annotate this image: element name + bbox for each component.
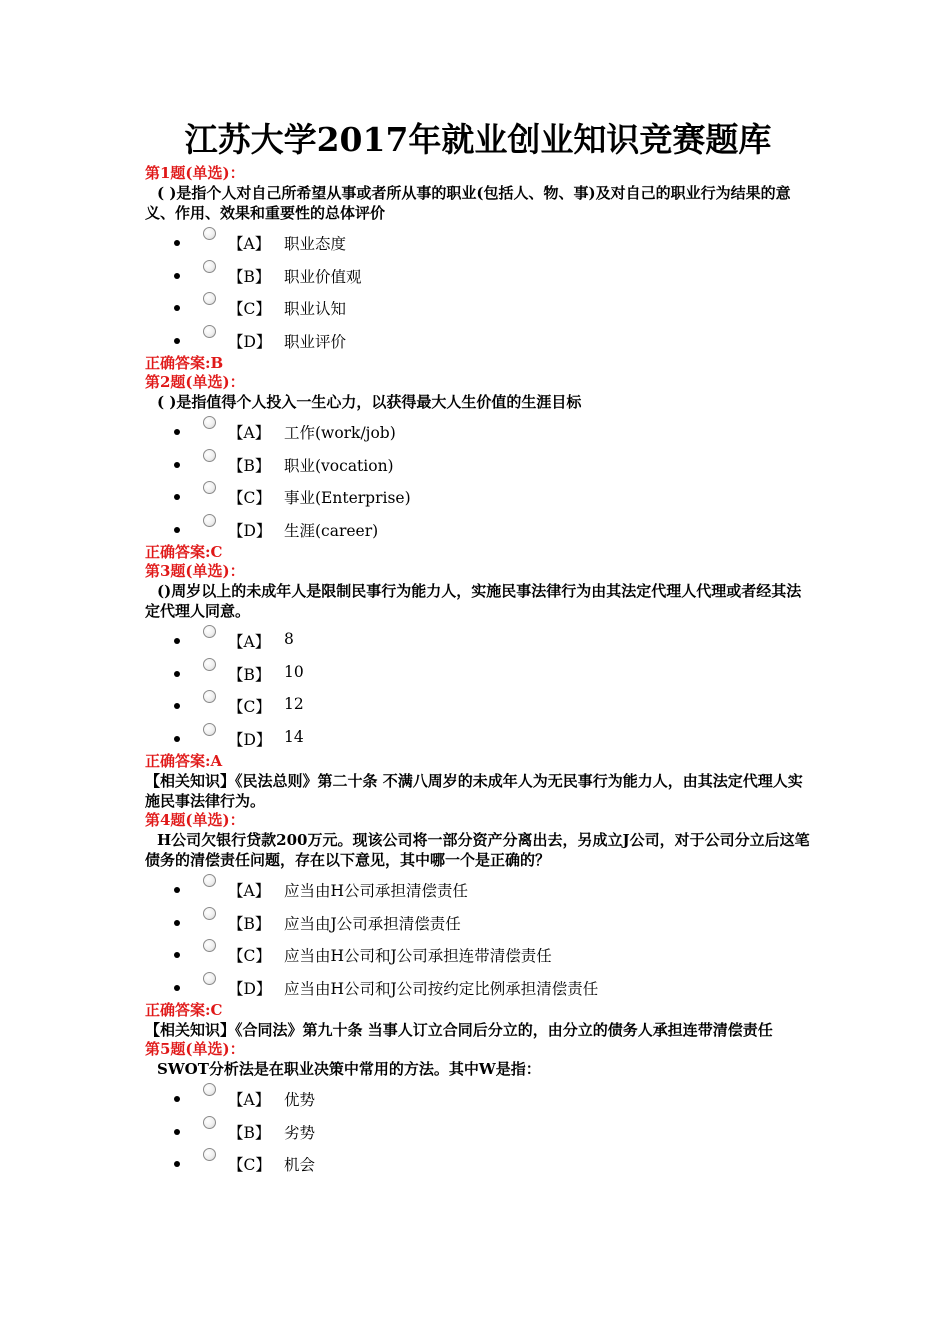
radio-button[interactable] bbox=[203, 1148, 216, 1161]
option-item bbox=[145, 1112, 811, 1145]
bullet-icon bbox=[174, 1129, 180, 1135]
bullet-icon bbox=[174, 338, 180, 344]
bullet-icon bbox=[174, 920, 180, 926]
option-item bbox=[145, 719, 811, 752]
radio-button[interactable] bbox=[203, 723, 216, 736]
option-text: 12 bbox=[284, 695, 304, 713]
option-label: 【A】 bbox=[228, 882, 271, 900]
radio-button[interactable] bbox=[203, 972, 216, 985]
bullet-icon bbox=[174, 527, 180, 533]
option-item bbox=[145, 1144, 811, 1177]
related-knowledge: 【相关知识】《合同法》第九十条 当事人订立合同后分立的，由分立的债务人承担连带清偿责任 bbox=[145, 1021, 773, 1039]
radio-button[interactable] bbox=[203, 874, 216, 887]
option-item bbox=[145, 686, 811, 719]
question-block bbox=[145, 562, 811, 811]
question-block bbox=[145, 1040, 811, 1177]
radio-button[interactable] bbox=[203, 658, 216, 671]
related-knowledge: 【相关知识】《民法总则》第二十条 不满八周岁的未成年人为无民事行为能力人，由其法定代理人实施民事法律行为。 bbox=[145, 772, 803, 810]
correct-answer: 正确答案:A bbox=[145, 752, 223, 770]
option-text: 生涯(career) bbox=[284, 521, 379, 540]
question-text: ( )是指值得个人投入一生心力，以获得最大人生价值的生涯目标 bbox=[157, 393, 582, 411]
radio-button[interactable] bbox=[203, 939, 216, 952]
radio-button[interactable] bbox=[203, 514, 216, 527]
question-header: 第1题(单选)： bbox=[145, 164, 245, 182]
option-text: 应当由H公司承担清偿责任 bbox=[284, 882, 469, 900]
question-header: 第2题(单选)： bbox=[145, 373, 245, 391]
correct-answer: 正确答案:C bbox=[145, 1001, 223, 1019]
option-label: 【B】 bbox=[228, 267, 271, 286]
option-list bbox=[145, 412, 811, 542]
option-label: 【B】 bbox=[228, 914, 271, 933]
bullet-icon bbox=[174, 887, 180, 893]
option-text: 职业态度 bbox=[284, 235, 347, 253]
option-item bbox=[145, 256, 811, 289]
bullet-icon bbox=[174, 985, 180, 991]
option-item bbox=[145, 935, 811, 968]
radio-button[interactable] bbox=[203, 1116, 216, 1129]
option-text: 职业价值观 bbox=[284, 267, 362, 286]
option-text: 应当由J公司承担清偿责任 bbox=[284, 914, 461, 933]
bullet-icon bbox=[174, 952, 180, 958]
option-text: 工作(work/job) bbox=[284, 424, 396, 442]
option-text: 8 bbox=[284, 630, 294, 648]
option-text: 优势 bbox=[284, 1091, 316, 1109]
option-item bbox=[145, 288, 811, 321]
option-item bbox=[145, 1079, 811, 1112]
bullet-icon bbox=[174, 1161, 180, 1167]
option-text: 应当由H公司和J公司按约定比例承担清偿责任 bbox=[284, 979, 599, 998]
bullet-icon bbox=[174, 736, 180, 742]
option-item bbox=[145, 621, 811, 654]
question-header: 第3题(单选)： bbox=[145, 562, 245, 580]
option-item bbox=[145, 223, 811, 256]
question-text: SWOT分析法是在职业决策中常用的方法。其中W是指： bbox=[157, 1060, 541, 1078]
option-label: 【B】 bbox=[228, 1123, 271, 1142]
bullet-icon bbox=[174, 494, 180, 500]
option-label: 【D】 bbox=[228, 730, 272, 749]
radio-button[interactable] bbox=[203, 416, 216, 429]
option-item bbox=[145, 654, 811, 687]
correct-answer: 正确答案:C bbox=[145, 543, 223, 561]
option-text: 劣势 bbox=[284, 1123, 316, 1142]
option-item bbox=[145, 510, 811, 543]
option-item bbox=[145, 412, 811, 445]
radio-button[interactable] bbox=[203, 325, 216, 338]
option-list bbox=[145, 1079, 811, 1177]
radio-button[interactable] bbox=[203, 907, 216, 920]
option-label: 【B】 bbox=[228, 665, 271, 684]
question-text: ()周岁以上的未成年人是限制民事行为能力人，实施民事法律行为由其法定代理人代理或者经其法定代理人同意。 bbox=[145, 582, 802, 620]
option-text: 10 bbox=[284, 662, 304, 681]
bullet-icon bbox=[174, 305, 180, 311]
option-text: 职业认知 bbox=[284, 300, 347, 318]
option-item bbox=[145, 903, 811, 936]
bullet-icon bbox=[174, 1096, 180, 1102]
radio-button[interactable] bbox=[203, 227, 216, 240]
question-block bbox=[145, 811, 811, 1040]
option-label: 【A】 bbox=[228, 1091, 271, 1109]
option-text: 机会 bbox=[284, 1156, 316, 1174]
option-label: 【C】 bbox=[228, 698, 271, 716]
option-label: 【C】 bbox=[228, 947, 271, 965]
question-header: 第5题(单选)： bbox=[145, 1040, 245, 1058]
bullet-icon bbox=[174, 273, 180, 279]
option-label: 【A】 bbox=[228, 424, 271, 442]
radio-button[interactable] bbox=[203, 292, 216, 305]
option-text: 职业(vocation) bbox=[284, 456, 394, 475]
option-text: 应当由H公司和J公司承担连带清偿责任 bbox=[284, 947, 552, 965]
page-title: 江苏大学2017年就业创业知识竞赛题库 bbox=[184, 120, 772, 159]
option-label: 【D】 bbox=[228, 521, 272, 540]
option-list bbox=[145, 223, 811, 353]
option-text: 职业评价 bbox=[284, 332, 347, 351]
option-list bbox=[145, 621, 811, 751]
option-item bbox=[145, 477, 811, 510]
bullet-icon bbox=[174, 638, 180, 644]
bullet-icon bbox=[174, 240, 180, 246]
question-block bbox=[145, 164, 811, 373]
bullet-icon bbox=[174, 671, 180, 677]
radio-button[interactable] bbox=[203, 690, 216, 703]
option-item bbox=[145, 445, 811, 478]
option-label: 【C】 bbox=[228, 489, 271, 507]
option-text: 14 bbox=[284, 727, 304, 746]
radio-button[interactable] bbox=[203, 449, 216, 462]
question-header: 第4题(单选)： bbox=[145, 811, 245, 829]
question-text: ( )是指个人对自己所希望从事或者所从事的职业(包括人、物、事)及对自己的职业行为结果的意义、作用、效果和重要性的总体评价 bbox=[145, 184, 791, 222]
option-item bbox=[145, 321, 811, 354]
option-label: 【D】 bbox=[228, 332, 272, 351]
radio-button[interactable] bbox=[203, 625, 216, 638]
question-list bbox=[145, 164, 811, 1177]
radio-button[interactable] bbox=[203, 1083, 216, 1096]
option-label: 【A】 bbox=[228, 633, 271, 651]
option-label: 【A】 bbox=[228, 235, 271, 253]
option-item bbox=[145, 968, 811, 1001]
option-item bbox=[145, 870, 811, 903]
option-label: 【C】 bbox=[228, 1156, 271, 1174]
question-block bbox=[145, 373, 811, 562]
option-label: 【B】 bbox=[228, 456, 271, 475]
bullet-icon bbox=[174, 462, 180, 468]
option-text: 事业(Enterprise) bbox=[284, 489, 411, 507]
document-body bbox=[145, 118, 811, 1177]
bullet-icon bbox=[174, 429, 180, 435]
bullet-icon bbox=[174, 703, 180, 709]
question-text: H公司欠银行贷款200万元。现该公司将一部分资产分离出去，另成立J公司，对于公司分立后这笔债务的清偿责任问题，存在以下意见，其中哪一个是正确的？ bbox=[145, 831, 810, 869]
option-list bbox=[145, 870, 811, 1000]
option-label: 【D】 bbox=[228, 979, 272, 998]
radio-button[interactable] bbox=[203, 260, 216, 273]
radio-button[interactable] bbox=[203, 481, 216, 494]
correct-answer: 正确答案:B bbox=[145, 354, 224, 372]
option-label: 【C】 bbox=[228, 300, 271, 318]
